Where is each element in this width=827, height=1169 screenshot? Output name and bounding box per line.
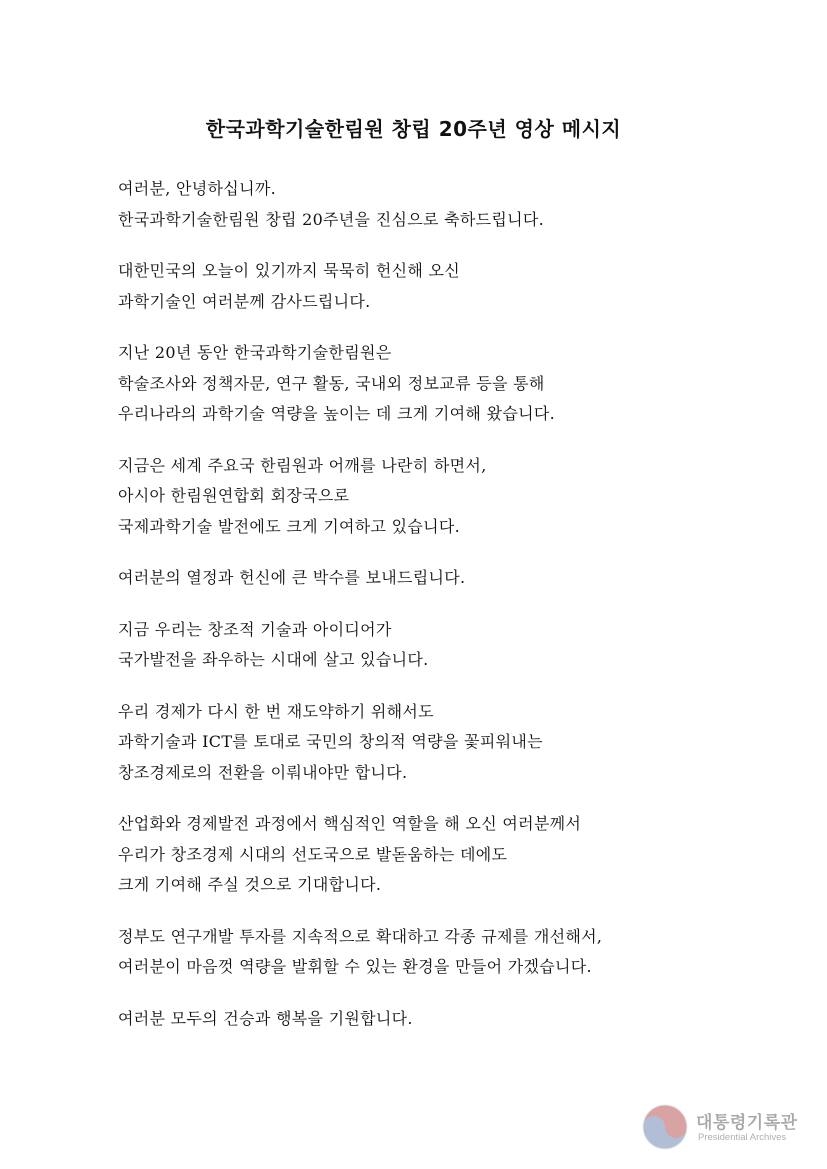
text-line: 학술조사와 정책자문, 연구 활동, 국내외 정보교류 등을 통해 [118,373,545,393]
document-title: 한국과학기술한림원 창립 20주년 영상 메시지 [205,117,622,141]
paragraph [118,615,718,676]
text-line: 우리가 창조경제 시대의 선도국으로 발돋움하는 데에도 [118,844,508,864]
paragraph [118,338,718,430]
text-line: 여러분, 안녕하십니까. [118,179,276,198]
paragraph [118,451,718,543]
text-line: 한국과학기술한림원 창립 20주년을 진심으로 축하드립니다. [118,209,545,229]
paragraph [118,174,718,235]
text-line: 지금은 세계 주요국 한림원과 어깨를 나란히 하면서, [118,455,487,475]
document-body [118,174,718,1055]
text-line: 산업화와 경제발전 과정에서 핵심적인 역할을 해 오신 여러분께서 [118,814,582,833]
paragraph [118,563,718,594]
taegeuk-emblem-icon [640,1102,690,1152]
text-line: 여러분의 열정과 헌신에 큰 박수를 보내드립니다. [118,568,466,587]
text-line: 지난 20년 동안 한국과학기술한림원은 [118,343,392,362]
text-line: 대한민국의 오늘이 있기까지 묵묵히 헌신해 오신 [118,261,461,280]
text-line: 지금 우리는 창조적 기술과 아이디어가 [118,619,392,639]
archives-name-english: Presidential Archives [698,1132,787,1143]
paragraph [118,809,718,901]
paragraph [118,256,718,317]
archives-name-korean: 대통령기록관 [696,1113,798,1133]
presidential-archives-watermark [640,1102,800,1154]
text-line: 여러분이 마음껏 역량을 발휘할 수 있는 환경을 만들어 가겠습니다. [118,957,592,976]
paragraph [118,922,718,983]
text-line: 여러분 모두의 건승과 행복을 기원합니다. [118,1008,413,1028]
text-line: 국가발전을 좌우하는 시대에 살고 있습니다. [118,650,429,669]
paragraph [118,697,718,789]
text-line: 우리 경제가 다시 한 번 재도약하기 위해서도 [118,701,434,721]
text-line: 국제과학기술 발전에도 크게 기여하고 있습니다. [118,516,461,536]
text-line: 아시아 한림원연합회 회장국으로 [118,486,350,505]
text-line: 정부도 연구개발 투자를 지속적으로 확대하고 각종 규제를 개선해서, [118,926,603,946]
paragraph [118,1004,718,1035]
text-line: 과학기술과 ICT를 토대로 국민의 창의적 역량을 꽃피워내는 [118,732,543,751]
text-line: 우리나라의 과학기술 역량을 높이는 데 크게 기여해 왔습니다. [118,404,555,423]
text-line: 창조경제로의 전환을 이뤄내야만 합니다. [118,762,408,782]
text-line: 크게 기여해 주실 것으로 기대합니다. [118,875,382,894]
text-line: 과학기술인 여러분께 감사드립니다. [118,291,371,311]
